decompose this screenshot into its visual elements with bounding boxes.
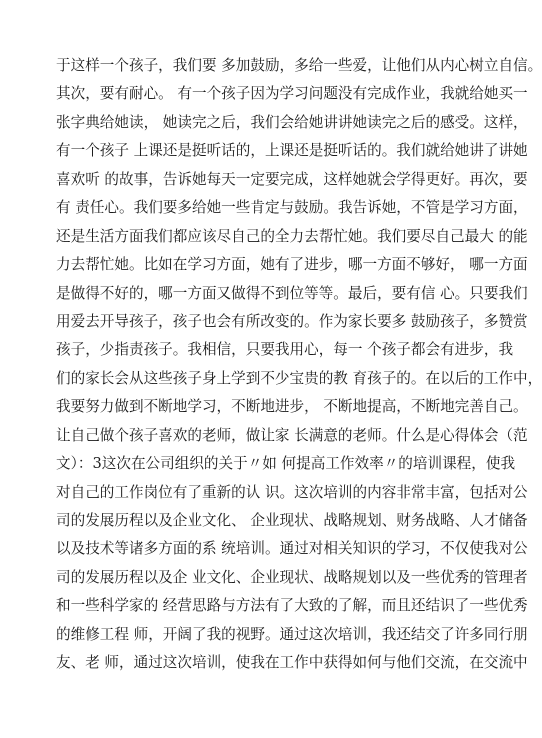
text-line: 们的家长会从这些孩子身上学到不少宝贵的教 育孩子的。在以后的工作中， [56,369,542,387]
text-line: 有一个孩子 上课还是挺听话的，上课还是挺听话的。我们就给她讲了讲她 [56,142,528,160]
text-line: 用爱去开导孩子，孩子也会有所改变的。作为家长要多 鼓励孩子，多赞赏 [56,312,528,330]
text-line: 以及技术等诸多方面的系 统培训。通过对相关知识的学习，不仅使我对公 [56,540,528,558]
text-line: 的维修工程 师，开阔了我的视野。通过这次培训，我还结交了许多同行朋 [56,625,528,643]
text-line: 文）：3这次在公司组织的关于〃如 何提高工作效率〃的培训课程，使我 [56,455,516,473]
text-line: 司的发展历程以及企业文化、 企业现状、战略规划、财务战略、人才储备 [56,512,528,529]
text-line: 有 责任心。我们要多给她一些肯定与鼓励。我告诉她，不管是学习方面， [56,199,528,217]
text-line: 力去帮忙她。比如在学习方面，她有了进步，哪一方面不够好， 哪一方面 [56,256,528,274]
text-line: 喜欢听 的故事，告诉她每天一定要完成，这样她就会学得更好。再次，要 [56,170,528,188]
text-line: 让自己做个孩子喜欢的老师，做让家 长满意的老师。什么是心得体会（范 [56,426,528,444]
text-line: 孩子，少指责孩子。我相信，只要我用心，每一 个孩子都会有进步，我 [56,341,514,359]
text-line: 还是生活方面我们都应该尽自己的全力去帮忙她。我们要尽自己最大 的能 [56,227,528,245]
text-line: 张字典给她读， 她读完之后，我们会给她讲讲她读完之后的感受。这样， [56,113,528,131]
text-line: 我要努力做到不断地学习，不断地进步， 不断地提高，不断地完善自己。 [56,398,528,416]
body-text [56,52,542,678]
text-line: 司的发展历程以及企 业文化、企业现状、战略规划以及一些优秀的管理者 [56,568,528,586]
text-line: 于这样一个孩子，我们要 多加鼓励，多给一些爱，让他们从内心树立自信。 [56,57,542,74]
text-line: 是做得不好的，哪一方面又做得不到位等等。最后，要有信 心。只要我们 [56,284,528,302]
text-line: 友、老 师，通过这次培训，使我在工作中获得如何与他们交流，在交流中 [56,654,528,672]
text-line: 对自己的工作岗位有了重新的认 识。这次培训的内容非常丰富，包括对公 [56,483,528,501]
text-line: 和一些科学家的 经营思路与方法有了大致的了解，而且还结识了一些优秀 [56,597,528,615]
text-line: 其次，要有耐心。 有一个孩子因为学习问题没有完成作业，我就给她买一 [56,85,528,103]
